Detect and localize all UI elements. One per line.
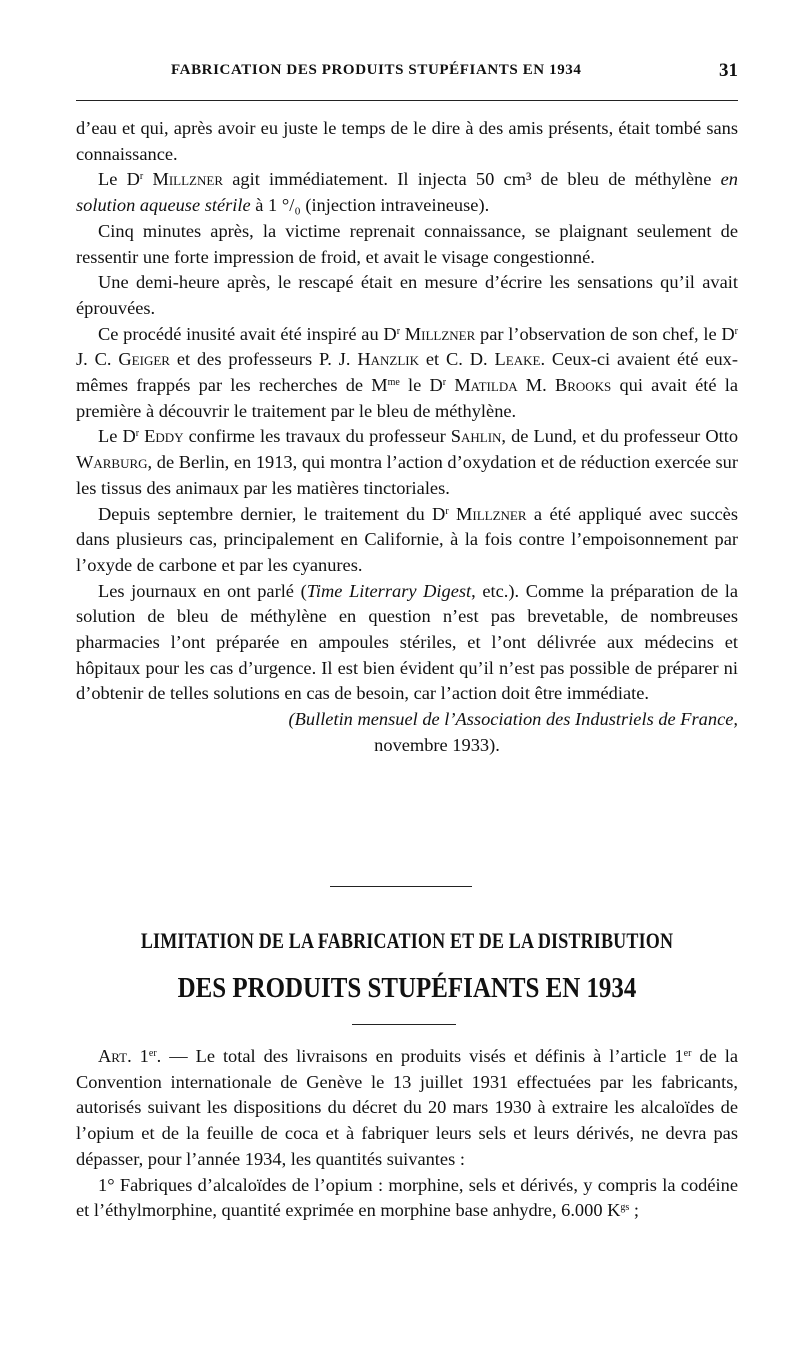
text: J. C. bbox=[76, 349, 119, 370]
paragraph-3 bbox=[76, 219, 738, 270]
superscript: er bbox=[148, 1048, 157, 1059]
text: Depuis septembre dernier, le traitement du D bbox=[98, 503, 446, 524]
superscript: er bbox=[683, 1048, 692, 1059]
text: confirme les travaux du professeur bbox=[183, 426, 451, 447]
superscript: me bbox=[387, 377, 400, 389]
paragraph-text: Cinq minutes après, la victime reprenait connaissance, se plaignant seulement de ressentir une forte impression de froid, et avait le visage congestionné. bbox=[76, 220, 738, 267]
paragraph-text: d’eau et qui, après avoir eu juste le temps de le dire à des amis présents, était tombé sans connaissance. bbox=[76, 118, 738, 164]
text: a été appliqué avec succès dans plusieurs cas, principalement en Californie, à la fois contre l’empoisonnement par l’oxyde de carbone et par les cyanures. bbox=[76, 503, 738, 575]
article-label: Art. 1 bbox=[98, 1046, 149, 1066]
superscript: r bbox=[734, 325, 739, 337]
section-title-line-1: LIMITATION DE LA FABRICATION ET DE LA DISTRIBUTION bbox=[140, 928, 674, 953]
text: et des professeurs P. J. bbox=[169, 349, 358, 370]
header-rule bbox=[76, 100, 738, 101]
person-name: Millzner bbox=[404, 323, 476, 344]
person-name: Warburg bbox=[76, 452, 148, 473]
text: qui avait été la première à découvrir le traitement par le bleu de méthylène. bbox=[76, 375, 739, 421]
superscript: r bbox=[396, 325, 401, 337]
title-rule bbox=[352, 1024, 456, 1025]
superscript: r bbox=[442, 377, 447, 389]
person-name: Eddy bbox=[139, 426, 184, 447]
superscript: gs bbox=[620, 1202, 630, 1214]
section-title-line-2: DES PRODUITS STUPÉFIANTS EN 1934 bbox=[177, 972, 637, 1004]
text: agit immédiatement. Il injecta 50 cm³ de bleu de méthylène bbox=[223, 169, 721, 190]
article-1 bbox=[76, 1044, 738, 1173]
text: , de Berlin, en 1913, qui montra l’action d’oxydation et de réduction exercée sur les tissus des animaux par les matières tinctoriales. bbox=[76, 452, 738, 498]
person-name: Millzner bbox=[152, 169, 223, 190]
superscript: r bbox=[139, 171, 144, 183]
decree-body bbox=[76, 1044, 738, 1224]
page-header bbox=[76, 62, 738, 92]
text: à 1 °/₀ (injection intraveineuse). bbox=[250, 195, 490, 216]
page-number: 31 bbox=[719, 60, 738, 81]
section-separator bbox=[330, 886, 472, 887]
paragraph-2 bbox=[76, 167, 738, 218]
paragraph-8 bbox=[76, 579, 738, 708]
text: par l’observation de son chef, le D bbox=[475, 323, 735, 344]
italic-text: en solution aqueuse stérile bbox=[76, 169, 738, 216]
paragraph-1 bbox=[76, 116, 738, 167]
text: 1° Fabriques d’alcaloïdes de l’opium : morphine, sels et dérivés, y compris la codéine et l’éthylmorphine, quantité exprimée en morphine base anhydre, 6.000 K bbox=[76, 1174, 738, 1221]
text: ; bbox=[629, 1200, 640, 1221]
person-name: Hanzlik bbox=[357, 349, 419, 370]
article-body bbox=[76, 116, 738, 759]
paragraph-5 bbox=[76, 322, 738, 425]
citation-line-2: novembre 1933). bbox=[374, 734, 500, 755]
text: Les journaux en ont parlé ( bbox=[98, 580, 307, 601]
text: , etc.). Comme la préparation de la solution de bleu de méthylène en question n’est pas brevetable, de nombreuses pharmacies l’ont préparée en ampoules stériles, et l’ont délivrée aux médecins et hôpitaux pour les cas d’urgence. Il est bien évident qu’il n’est pas possible de préparer ni d’obtenir de telles solutions en cas de besoin, car l’action doit être immédiate. bbox=[76, 580, 739, 704]
person-name: Millzner bbox=[448, 503, 527, 524]
text: . — Le total des livraisons en produits visés et définis à l’article 1 bbox=[156, 1046, 684, 1066]
paragraph-4 bbox=[76, 270, 738, 321]
text: , de Lund, et du professeur Otto bbox=[501, 426, 739, 447]
text: Le D bbox=[98, 169, 140, 190]
list-item-1 bbox=[76, 1173, 738, 1224]
person-name: Geiger bbox=[118, 349, 170, 370]
person-name: Sahlin bbox=[450, 426, 502, 447]
text: de la Convention internationale de Genève le 13 juillet 1931 effectuées par les fabricants, autorisés suivant les dispositions du décret du 20 mars 1930 à extraire les alcaloïdes de l’opium et de la feuille de coca et à fabriquer leurs sels et leurs dérivés, ne devra pas dépasser, pour l’année 1934, les quantités suivantes : bbox=[76, 1046, 738, 1169]
italic-text: Time Literrary Digest bbox=[306, 580, 472, 601]
running-title: FABRICATION DES PRODUITS STUPÉFIANTS EN 1934 bbox=[171, 62, 582, 78]
text: Ce procédé inusité avait été inspiré au D bbox=[98, 323, 397, 344]
superscript: r bbox=[135, 428, 140, 440]
paragraph-7 bbox=[76, 502, 738, 579]
person-name: Brooks bbox=[554, 375, 612, 396]
text: . Ceux-ci avaient été eux-mêmes frappés par les recherches de M bbox=[76, 349, 739, 396]
source-citation bbox=[76, 707, 738, 758]
paragraph-6 bbox=[76, 424, 738, 501]
person-name: Matilda bbox=[446, 375, 518, 396]
text: et C. D. bbox=[419, 349, 495, 370]
citation-line-1: (Bulletin mensuel de l’Association des Industriels de France, bbox=[288, 709, 738, 730]
text: le D bbox=[399, 375, 443, 396]
text: M. bbox=[517, 375, 555, 396]
text: Le D bbox=[98, 426, 136, 447]
paragraph-text: Une demi-heure après, le rescapé était en mesure d’écrire les sensations qu’il avait éprouvées. bbox=[76, 272, 738, 318]
superscript: r bbox=[445, 505, 449, 517]
person-name: Leake bbox=[494, 349, 541, 370]
